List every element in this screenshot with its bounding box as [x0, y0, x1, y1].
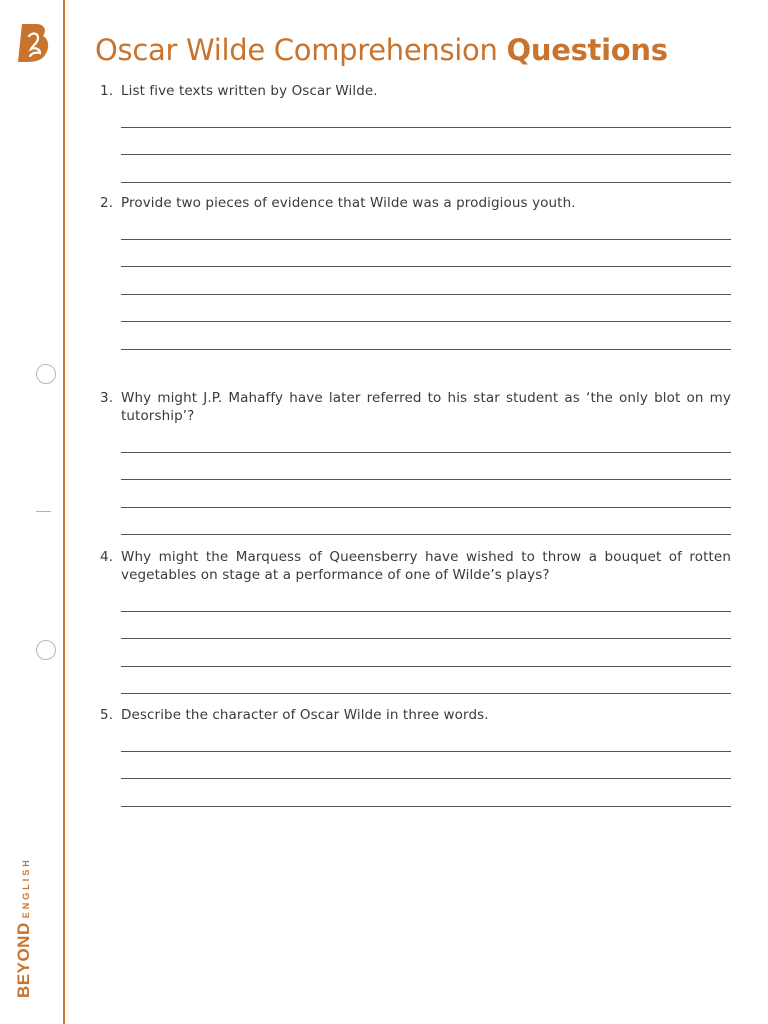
answer-line[interactable]: [121, 128, 731, 156]
answer-line[interactable]: [121, 155, 731, 183]
brand-main: BEYOND: [14, 922, 33, 998]
answer-line[interactable]: [121, 667, 731, 695]
question-1: [100, 82, 731, 183]
answer-lines: [121, 584, 731, 694]
answer-line[interactable]: [121, 612, 731, 640]
answer-line[interactable]: [121, 480, 731, 508]
answer-lines: [121, 425, 731, 535]
question-2: [100, 194, 731, 350]
answer-line[interactable]: [121, 240, 731, 268]
question-text: Why might J.P. Mahaffy have later referred to his star student as ‘the only blot on my tutorship’?: [121, 390, 731, 424]
question-text: Provide two pieces of evidence that Wilde was a prodigious youth.: [121, 195, 576, 211]
question-number: 4.: [100, 549, 114, 565]
answer-line[interactable]: [121, 322, 731, 350]
title-regular: Oscar Wilde Comprehension: [95, 33, 507, 67]
fold-mark: [36, 511, 51, 512]
brand-wordmark: [14, 857, 34, 998]
answer-line[interactable]: [121, 453, 731, 481]
question-number: 3.: [100, 390, 114, 406]
answer-line[interactable]: [121, 508, 731, 536]
answer-line[interactable]: [121, 212, 731, 240]
punch-hole: [36, 640, 56, 660]
brand-sub: ENGLISH: [21, 857, 31, 919]
margin-rule: [63, 0, 65, 1024]
answer-line[interactable]: [121, 295, 731, 323]
question-text-row: [100, 706, 731, 724]
question-5: [100, 706, 731, 807]
question-text-row: [100, 548, 731, 584]
answer-lines: [121, 212, 731, 350]
question-text: Describe the character of Oscar Wilde in three words.: [121, 707, 489, 723]
question-3: [100, 389, 731, 535]
answer-line[interactable]: [121, 100, 731, 128]
page-title: [95, 33, 668, 67]
answer-line[interactable]: [121, 779, 731, 807]
question-4: [100, 548, 731, 694]
question-text-row: [100, 389, 731, 425]
answer-lines: [121, 100, 731, 183]
question-text-row: [100, 194, 731, 212]
answer-line[interactable]: [121, 425, 731, 453]
punch-hole: [36, 364, 56, 384]
question-text: List five texts written by Oscar Wilde.: [121, 83, 378, 99]
question-number: 1.: [100, 83, 114, 99]
beyond-logo-icon: [16, 22, 50, 64]
question-number: 2.: [100, 195, 114, 211]
question-text-row: [100, 82, 731, 100]
answer-line[interactable]: [121, 584, 731, 612]
answer-lines: [121, 724, 731, 807]
answer-line[interactable]: [121, 639, 731, 667]
question-number: 5.: [100, 707, 114, 723]
title-bold: Questions: [506, 33, 668, 67]
answer-line[interactable]: [121, 752, 731, 780]
answer-line[interactable]: [121, 724, 731, 752]
answer-line[interactable]: [121, 267, 731, 295]
question-text: Why might the Marquess of Queensberry have wished to throw a bouquet of rotten vegetables on stage at a performance of one of Wilde’s plays?: [121, 549, 731, 583]
